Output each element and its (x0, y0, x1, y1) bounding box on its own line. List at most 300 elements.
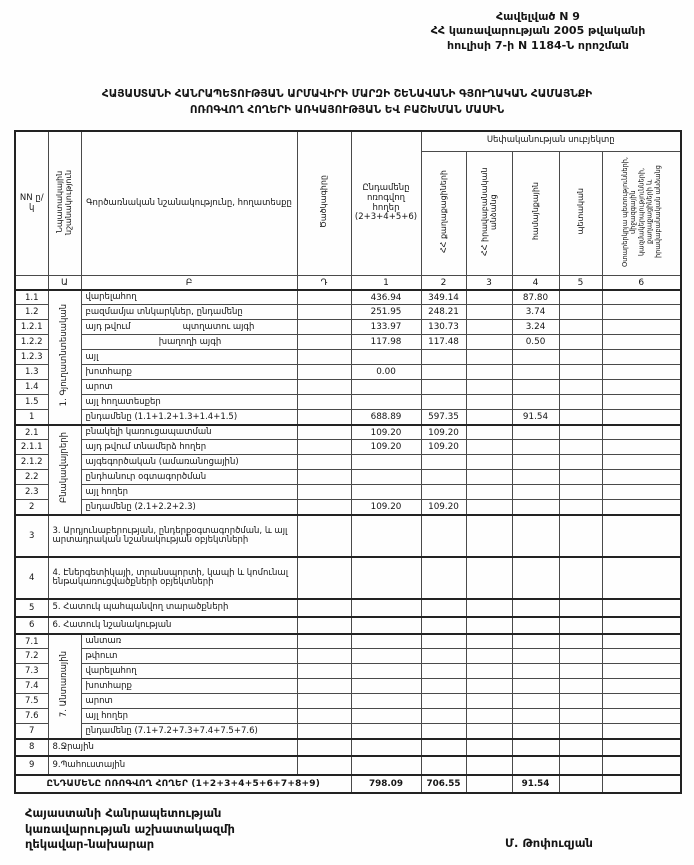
value-cell (559, 679, 602, 694)
value-cell (512, 455, 559, 470)
value-cell (351, 679, 421, 694)
header-functional: Գործառնական նշանակությունը, հողատեսքը (81, 131, 297, 276)
value-cell (559, 470, 602, 485)
value-cell (602, 290, 681, 305)
code-cell (297, 756, 351, 775)
value-cell (512, 440, 559, 455)
value-cell (421, 515, 466, 557)
value-cell (559, 775, 602, 793)
value-cell: 91.54 (512, 775, 559, 793)
value-cell (351, 724, 421, 739)
value-cell: 688.89 (351, 410, 421, 425)
row-label: 9.Պահուստային (48, 756, 297, 775)
value-cell (351, 485, 421, 500)
value-cell (466, 694, 512, 709)
value-cell (351, 350, 421, 365)
value-cell (351, 664, 421, 679)
value-cell (466, 557, 512, 599)
value-cell (602, 679, 681, 694)
row-label (81, 724, 297, 739)
header-code: Ծածկագիրը (297, 131, 351, 276)
value-cell (559, 557, 602, 599)
table-row (15, 679, 681, 694)
value-cell: 0.50 (512, 335, 559, 350)
value-cell (602, 617, 681, 634)
value-cell (351, 694, 421, 709)
grand-total-label: ԸՆԴԱՄԵՆԸ ՈՌՈԳՎՈՂ ՀՈՂԵՐ (1+2+3+4+5+6+7+8+9) (15, 775, 351, 793)
value-cell: 248.21 (421, 305, 466, 320)
value-cell (559, 365, 602, 380)
row-number: 7.4 (15, 679, 48, 694)
table-row (15, 350, 681, 365)
code-cell (297, 649, 351, 664)
value-cell: 597.35 (421, 410, 466, 425)
row-label: 6. Հատուկ նշանակության (48, 617, 297, 634)
value-cell (421, 634, 466, 649)
table-row (15, 425, 681, 440)
row-number: 3 (15, 515, 48, 557)
value-cell (512, 599, 559, 617)
code-cell (297, 335, 351, 350)
table-row (15, 557, 681, 599)
row-label (81, 709, 297, 724)
row-label (81, 350, 297, 365)
value-cell (351, 470, 421, 485)
value-cell (559, 485, 602, 500)
value-cell (602, 350, 681, 365)
row-number: 7.6 (15, 709, 48, 724)
row-label: 5. Հատուկ պահպանվող տարածքների (48, 599, 297, 617)
row-label (81, 649, 297, 664)
row-number: 1.2.1 (15, 320, 48, 335)
value-cell (421, 709, 466, 724)
row-label-text: ընդամենը (7.1+7.2+7.3+7.4+7.5+7.6) (85, 725, 258, 736)
value-cell (602, 335, 681, 350)
row-label-text: բնակելի կառուցապատման (85, 427, 212, 438)
value-cell (466, 365, 512, 380)
table-row (15, 599, 681, 617)
code-cell (297, 320, 351, 335)
annotation-line: Հավելված N 9 (496, 10, 580, 23)
annotation-line: հուլիսի 7-ի N 1184-Ն որոշման (447, 38, 629, 52)
row-number: 9 (15, 756, 48, 775)
row-number: 2.1.2 (15, 455, 48, 470)
value-cell (559, 709, 602, 724)
col-number: 6 (602, 276, 681, 290)
row-label (81, 485, 297, 500)
value-cell (421, 350, 466, 365)
header-legal-entities: ՀՀ իրավաբանական անձանց (466, 151, 512, 276)
col-number: 3 (466, 276, 512, 290)
row-number: 1.1 (15, 290, 48, 305)
value-cell: 3.24 (512, 320, 559, 335)
value-cell (421, 694, 466, 709)
row-label (81, 365, 297, 380)
value-cell (602, 724, 681, 739)
value-cell (421, 455, 466, 470)
code-cell (297, 694, 351, 709)
row-label-text: բազմամյա տնկարկներ, ընդամենը (85, 306, 243, 317)
code-cell (297, 739, 351, 756)
row-label (81, 410, 297, 425)
value-cell (351, 599, 421, 617)
value-cell (602, 395, 681, 410)
row-label-text: այդ թվում (85, 321, 131, 332)
row-label-text: վարելահող (85, 292, 137, 303)
value-cell (466, 724, 512, 739)
value-cell (466, 649, 512, 664)
col-letter: Բ (81, 276, 297, 290)
value-cell: 436.94 (351, 290, 421, 305)
value-cell (512, 557, 559, 599)
row-number: 7.5 (15, 694, 48, 709)
value-cell (466, 470, 512, 485)
value-cell (466, 290, 512, 305)
row-number: 7.3 (15, 664, 48, 679)
col-number: 2 (421, 276, 466, 290)
row-label (81, 679, 297, 694)
value-cell (351, 634, 421, 649)
annotation-line: ՀՀ կառավարության 2005 թվականի (430, 24, 646, 38)
table-row (15, 485, 681, 500)
header-state: պետական (559, 151, 602, 276)
col-letter (15, 276, 48, 290)
table-row (15, 395, 681, 410)
value-cell (421, 365, 466, 380)
value-cell (466, 320, 512, 335)
row-label-text: խոտհարք (85, 680, 132, 691)
code-cell (297, 557, 351, 599)
value-cell (466, 599, 512, 617)
value-cell (421, 470, 466, 485)
row-label (81, 395, 297, 410)
value-cell (559, 410, 602, 425)
table-row (15, 739, 681, 756)
value-cell (466, 440, 512, 455)
value-cell: 91.54 (512, 410, 559, 425)
section-label-text: 1. Գյուղատնտեսական (58, 304, 69, 407)
header-citizens: ՀՀ քաղաքացիների (421, 151, 466, 276)
value-cell (351, 739, 421, 756)
value-cell (559, 500, 602, 515)
col-number: 4 (512, 276, 559, 290)
row-label-text: թփուտ (85, 650, 118, 661)
value-cell: 117.48 (421, 335, 466, 350)
row-number: 7.2 (15, 649, 48, 664)
value-cell (559, 380, 602, 395)
code-cell (297, 470, 351, 485)
row-label-text: այդ թվում տնամերձ հողեր (85, 441, 207, 452)
code-cell (297, 599, 351, 617)
value-cell (421, 756, 466, 775)
signature-line: կառավարության աշխատակազմի (25, 821, 235, 836)
value-cell (559, 305, 602, 320)
row-label (81, 290, 297, 305)
table-row (15, 694, 681, 709)
value-cell (602, 694, 681, 709)
value-cell (421, 395, 466, 410)
col-number: 5 (559, 276, 602, 290)
table-row (15, 724, 681, 739)
value-cell (602, 500, 681, 515)
value-cell (421, 599, 466, 617)
value-cell (602, 485, 681, 500)
row-label-text: այլ հողատեսքեր (85, 396, 161, 407)
code-cell (297, 500, 351, 515)
value-cell (351, 557, 421, 599)
value-cell (559, 515, 602, 557)
row-number: 1.3 (15, 365, 48, 380)
value-cell: 251.95 (351, 305, 421, 320)
row-label: 8.Ջրային (48, 739, 297, 756)
row-label (81, 440, 297, 455)
value-cell: 117.98 (351, 335, 421, 350)
row-label-text: խոտհարք (85, 366, 132, 377)
value-cell (512, 380, 559, 395)
value-cell (466, 709, 512, 724)
value-cell: 133.97 (351, 320, 421, 335)
row-number: 7 (15, 724, 48, 739)
code-cell (297, 455, 351, 470)
table-row (15, 634, 681, 649)
table-row (15, 664, 681, 679)
section-label-text: Բնակավայրերի (58, 432, 69, 504)
row-number: 6 (15, 617, 48, 634)
signature-block (25, 806, 235, 853)
code-cell (297, 380, 351, 395)
value-cell (466, 500, 512, 515)
value-cell (559, 724, 602, 739)
value-cell (512, 664, 559, 679)
value-cell (466, 515, 512, 557)
value-cell (602, 599, 681, 617)
row-label (81, 455, 297, 470)
row-number: 2.3 (15, 485, 48, 500)
value-cell (559, 395, 602, 410)
row-label (81, 305, 297, 320)
title-line: ՀԱՅԱՍՏԱՆԻ ՀԱՆՐԱՊԵՏՈՒԹՅԱՆ ԱՐՄԱՎԻՐԻ ՄԱՐԶԻ ՇԵՆԱՎԱՆԻ ԳՅՈՒՂԱԿԱՆ ՀԱՄԱՅՆՔԻ (101, 88, 593, 100)
value-cell (602, 775, 681, 793)
value-cell: 109.20 (351, 500, 421, 515)
table-row (15, 649, 681, 664)
value-cell (466, 425, 512, 440)
code-cell (297, 724, 351, 739)
value-cell (512, 694, 559, 709)
signatory-name: Մ. Թոփուզյան (505, 836, 593, 850)
col-letter: Ա (48, 276, 81, 290)
row-label (81, 664, 297, 679)
value-cell (602, 410, 681, 425)
value-cell: 798.09 (351, 775, 421, 793)
value-cell (466, 679, 512, 694)
value-cell (602, 440, 681, 455)
value-cell (512, 425, 559, 440)
code-cell (297, 485, 351, 500)
document-title (20, 86, 674, 119)
code-cell (297, 395, 351, 410)
value-cell (559, 634, 602, 649)
row-number: 7.1 (15, 634, 48, 649)
value-cell (602, 515, 681, 557)
value-cell: 109.20 (351, 440, 421, 455)
value-cell: 349.14 (421, 290, 466, 305)
value-cell: 0.00 (351, 365, 421, 380)
row-number: 1.2 (15, 305, 48, 320)
value-cell (559, 739, 602, 756)
code-cell (297, 617, 351, 634)
section-label (48, 634, 81, 739)
row-label: 3. Արդյունաբերության, ընդերքօգտագործման, և այլ արտադրական նշանակության օբյեկտների (48, 515, 297, 557)
value-cell (421, 724, 466, 739)
table-row (15, 410, 681, 425)
row-label (81, 500, 297, 515)
row-label-text: անտառ (85, 636, 122, 647)
section-label-text: 7. Անտառային (58, 651, 69, 718)
table-row (15, 365, 681, 380)
value-cell (602, 455, 681, 470)
table-row (15, 320, 681, 335)
value-cell (466, 485, 512, 500)
row-label-text: խաղողի այգի (158, 336, 222, 347)
value-cell (421, 739, 466, 756)
value-cell (466, 756, 512, 775)
header-purpose: Նպատակային նշանակություն (48, 131, 81, 276)
value-cell (602, 739, 681, 756)
table-row (15, 617, 681, 634)
row-number: 2.1.1 (15, 440, 48, 455)
value-cell (351, 617, 421, 634)
signature-line: ղեկավար-նախարար (25, 837, 155, 852)
header-community: համայնքային (512, 151, 559, 276)
value-cell (512, 365, 559, 380)
value-cell (559, 440, 602, 455)
value-cell (351, 515, 421, 557)
table-body (15, 290, 681, 793)
value-cell (466, 739, 512, 756)
value-cell (351, 395, 421, 410)
row-label-text: այլ (85, 351, 99, 362)
value-cell (512, 350, 559, 365)
row-label (81, 335, 297, 350)
value-cell: 130.73 (421, 320, 466, 335)
code-cell (297, 425, 351, 440)
value-cell (602, 305, 681, 320)
value-cell (559, 425, 602, 440)
table-row (15, 756, 681, 775)
value-cell (512, 739, 559, 756)
value-cell (351, 649, 421, 664)
code-cell (297, 634, 351, 649)
table-row (15, 775, 681, 793)
value-cell (559, 290, 602, 305)
code-cell (297, 679, 351, 694)
table-row (15, 305, 681, 320)
value-cell (466, 305, 512, 320)
value-cell: 3.74 (512, 305, 559, 320)
value-cell (559, 664, 602, 679)
value-cell (466, 395, 512, 410)
header-nn: NN ը/կ (15, 131, 48, 276)
code-cell (297, 365, 351, 380)
row-number: 5 (15, 599, 48, 617)
row-number: 4 (15, 557, 48, 599)
value-cell (559, 756, 602, 775)
row-label-text: արոտ (85, 695, 113, 706)
value-cell (602, 557, 681, 599)
section-label (48, 290, 81, 425)
col-letter: Դ (297, 276, 351, 290)
value-cell (421, 679, 466, 694)
row-number: 2.1 (15, 425, 48, 440)
value-cell (351, 380, 421, 395)
value-cell (512, 724, 559, 739)
value-cell (466, 455, 512, 470)
value-cell: 109.20 (421, 440, 466, 455)
value-cell (466, 410, 512, 425)
row-number: 8 (15, 739, 48, 756)
value-cell (512, 485, 559, 500)
row-label (81, 694, 297, 709)
header-foreign: Օտարերկրյա պետությունների, միջազգային կազմակերպությունների, քաղաքացիների և իրավաբանական անձանց (602, 151, 681, 276)
value-cell (559, 649, 602, 664)
row-label-text: այլ հողեր (85, 710, 129, 721)
table-row (15, 290, 681, 305)
title-line: ՈՌՈԳՎՈՂ ՀՈՂԵՐԻ ԱՌԿԱՅՈՒԹՅԱՆ ԵՎ ԲԱՇԽՄԱՆ ՄԱՍԻՆ (189, 104, 505, 117)
code-cell (297, 515, 351, 557)
row-number: 1 (15, 410, 48, 425)
value-cell (421, 485, 466, 500)
value-cell (512, 634, 559, 649)
value-cell (351, 756, 421, 775)
row-label-text: արոտ (85, 381, 113, 392)
land-balance-table (14, 130, 682, 794)
header-ownership-group: Սեփականության սուբյեկտը (421, 131, 681, 151)
value-cell (602, 470, 681, 485)
value-cell (466, 664, 512, 679)
row-number: 1.2.3 (15, 350, 48, 365)
value-cell: 706.55 (421, 775, 466, 793)
value-cell (421, 617, 466, 634)
value-cell (512, 679, 559, 694)
value-cell (559, 320, 602, 335)
row-number: 2.2 (15, 470, 48, 485)
value-cell: 87.80 (512, 290, 559, 305)
value-cell (512, 617, 559, 634)
value-cell (421, 557, 466, 599)
row-label-text: վարելահող (85, 665, 137, 676)
value-cell: 109.20 (421, 425, 466, 440)
row-number: 1.2.2 (15, 335, 48, 350)
code-cell (297, 410, 351, 425)
value-cell (512, 470, 559, 485)
row-label-text: այլ հողեր (85, 486, 129, 497)
section-label (48, 425, 81, 515)
code-cell (297, 440, 351, 455)
row-label (81, 380, 297, 395)
value-cell (602, 425, 681, 440)
value-cell (466, 380, 512, 395)
value-cell (602, 320, 681, 335)
value-cell (466, 335, 512, 350)
row-number: 1.5 (15, 395, 48, 410)
value-cell (559, 617, 602, 634)
value-cell (512, 395, 559, 410)
col-number: 1 (351, 276, 421, 290)
code-cell (297, 664, 351, 679)
value-cell (512, 515, 559, 557)
row-label (81, 320, 297, 335)
value-cell (466, 350, 512, 365)
